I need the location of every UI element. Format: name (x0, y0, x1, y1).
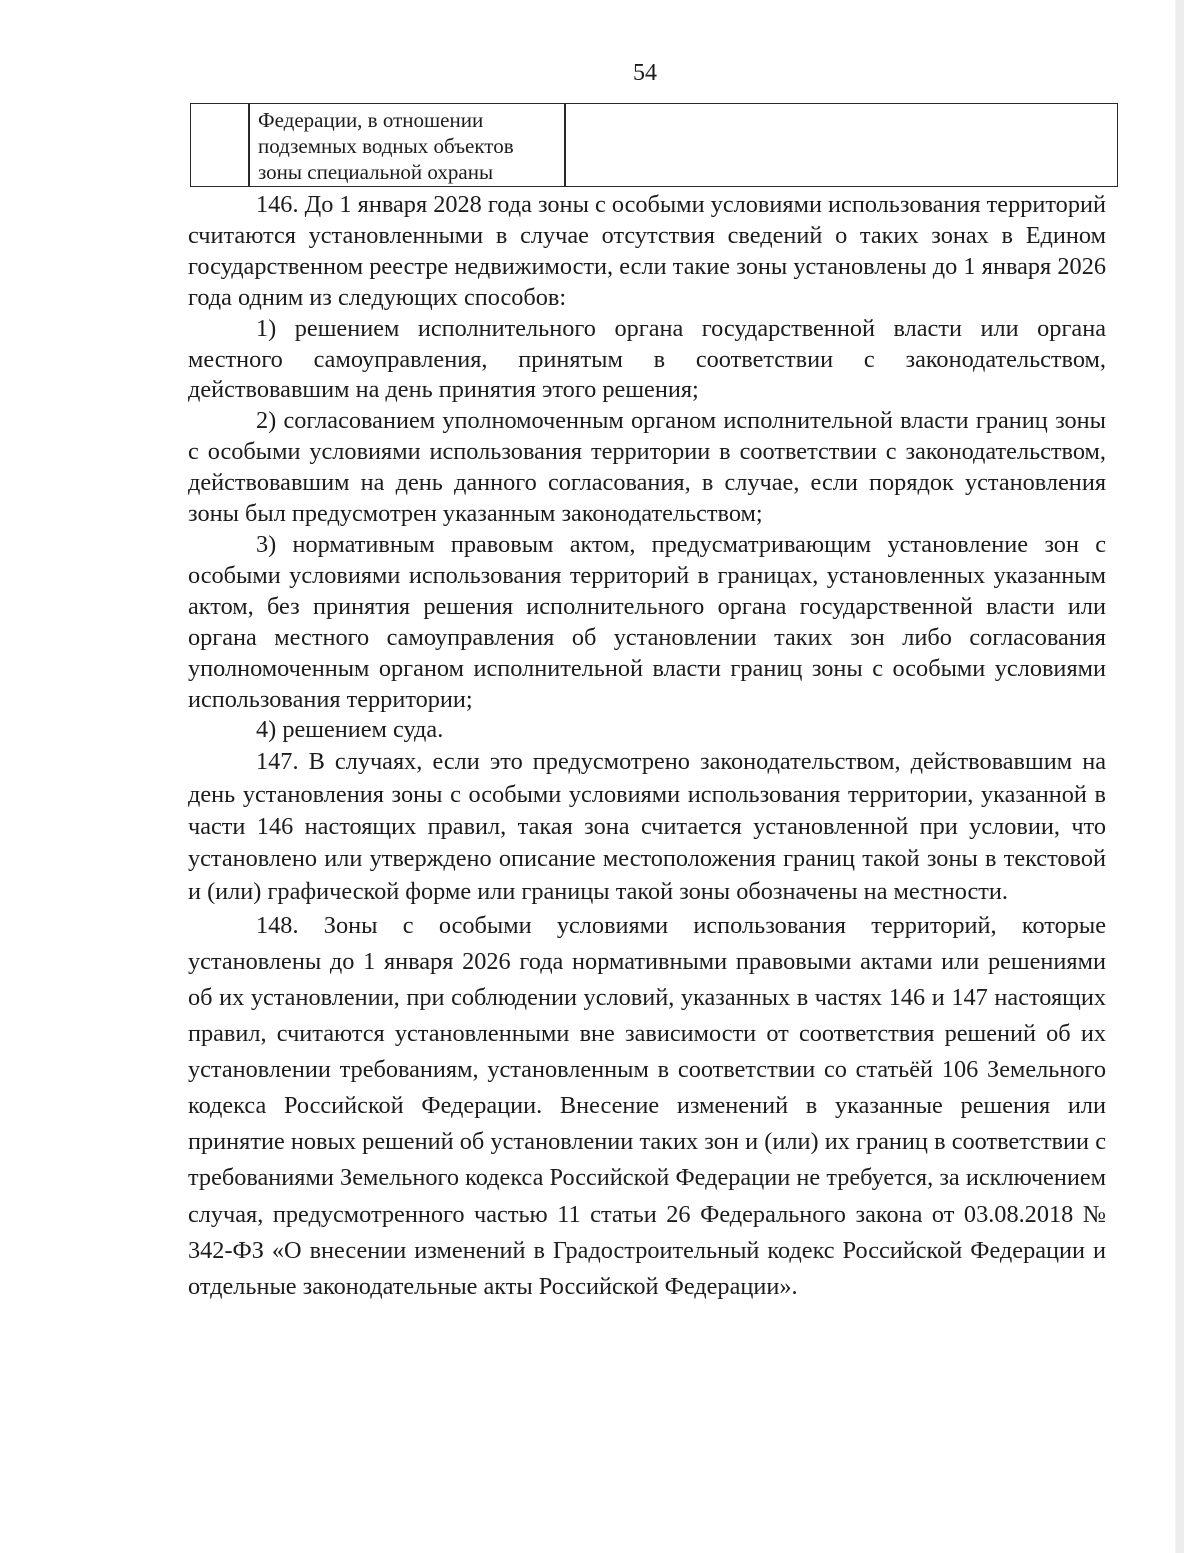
table-column-divider (564, 104, 566, 186)
document-body (188, 190, 1106, 1305)
scan-right-edge-line (1175, 0, 1176, 1553)
table-fragment (190, 103, 1118, 187)
paragraph-146: 146. До 1 января 2028 года зоны с особыми условиями использования территорий считаются установленными в случае отсутствия сведений о таких зонах в Едином государственном реестре недвижимости, если такие зоны установлены до 1 января 2026 года одним из следующих способов: (188, 191, 1106, 311)
table-cell-line: подземных водных объектов (258, 134, 514, 158)
paragraph-146-item-4: 4) решением суда. (256, 716, 444, 744)
paragraph-146-item-1: 1) решением исполнительного органа государственной власти или органа местного самоуправления, принятым в соответствии с законодательством, действовавшим на день принятия этого решения; (188, 314, 1106, 404)
page-number: 54 (633, 60, 657, 86)
scan-right-edge (1176, 0, 1184, 1553)
paragraph-148: 148. Зоны с особыми условиями использования территорий, которые установлены до 1 января 2026 года нормативными правовыми актами или решениями об их установлении, при соблюдении условий, указанных в частях 146 и 147 настоящих правил, считаются установленными вне зависимости от соответствия решений об их установлении требованиям, установленным в соответствии со статьёй 106 Земельного кодекса Российской Федерации. Внесение изменений в указанные решения или принятие новых решений об установлении таких зон и (или) их границ в соответствии с требованиями Земельного кодекса Российской Федерации не требуется, за исключением случая, предусмотренного частью 11 статьи 26 Федерального закона от 03.08.2018 № 342-ФЗ «О внесении изменений в Градостроительный кодекс Российской Федерации и отдельные законодательные акты Российской Федерации». (188, 911, 1106, 1300)
table-cell-description (258, 107, 558, 185)
paragraph-146-item-3: 3) нормативным правовым актом, предусматривающим установление зон с особыми условиями использования территорий в границах, установленных указанным актом, без принятия решения исполнительного органа государственной власти или органа местного самоуправления об установлении таких зон либо согласования уполномоченным органом исполнительной власти границ зоны с особыми условиями использования территории; (188, 530, 1106, 713)
paragraph-147: 147. В случаях, если это предусмотрено законодательством, действовавшим на день установления зоны с особыми условиями использования территории, указанной в части 146 настоящих правил, такая зона считается установленной при условии, что установлено или утверждено описание местоположения границ такой зоны в текстовой и (или) графической форме или границы такой зоны обозначены на местности. (188, 748, 1106, 905)
paragraph-146-item-2: 2) согласованием уполномоченным органом исполнительной власти границ зоны с особыми условиями использования территории в соответствии с законодательством, действовавшим на день данного согласования, в случае, если порядок установления зоны был предусмотрен указанным законодательством; (188, 407, 1106, 528)
table-column-divider (248, 104, 250, 186)
table-cell-line: зоны специальной охраны (258, 160, 494, 184)
table-cell-line: Федерации, в отношении (258, 108, 484, 132)
